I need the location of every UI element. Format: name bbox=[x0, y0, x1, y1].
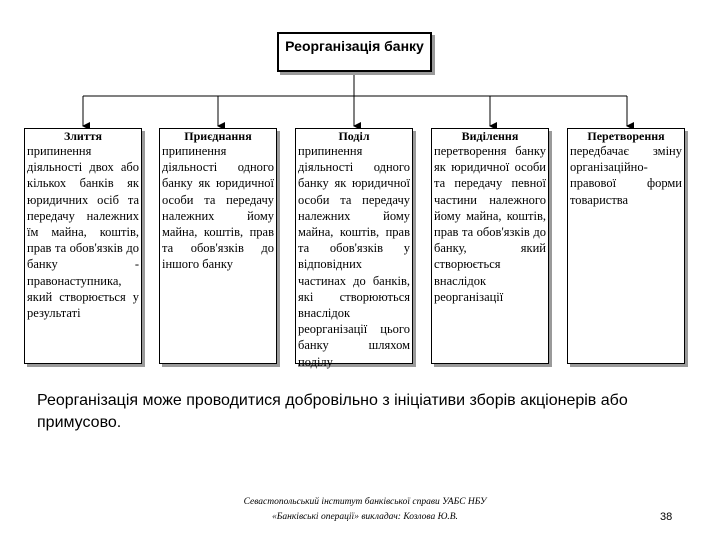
footer-course: «Банківські операції» викладач: Козлова Ю.В. bbox=[272, 512, 458, 522]
reorganization-title: Реорганізація банку bbox=[285, 38, 424, 54]
merger-title: Злиття bbox=[64, 129, 102, 143]
transformation-title: Перетворення bbox=[587, 129, 665, 143]
separation-text: перетворення банку як юридичної особи та передачу певної частини належного йому майна, коштів, прав та обов'язків до банку, який створюється внаслідок реорганізації bbox=[434, 144, 546, 304]
footer-institute: Севастопольський інститут банківської справи УАБС НБУ bbox=[243, 497, 487, 507]
transformation-text: передбачає зміну організаційно-правової форми товариства bbox=[570, 144, 682, 207]
separation-title: Виділення bbox=[461, 129, 519, 143]
division-title: Поділ bbox=[338, 129, 370, 143]
accession-text: припинення діяльності одного банку як юридичної особи та передачу належних йому майна, коштів, прав та обов'язків до іншого банку bbox=[162, 144, 274, 272]
reorganization-box bbox=[277, 32, 432, 72]
caption-text: Реорганізація може проводитися добровільно з ініціативи зборів акціонерів або примусово. bbox=[37, 392, 628, 431]
accession-title: Приєднання bbox=[184, 129, 252, 143]
division-text: припинення діяльності одного банку як юридичної особи та передачу належних йому майна, коштів, прав та обов'язків у відповідних частинах до банків, які створюються внаслідок реорганізації цього банку шляхом поділу bbox=[298, 144, 410, 369]
merger-box bbox=[24, 128, 142, 364]
page-number: 38 bbox=[660, 511, 673, 523]
division-box bbox=[295, 128, 413, 369]
separation-box bbox=[431, 128, 549, 364]
accession-box bbox=[159, 128, 277, 364]
merger-text: припинення діяльності двох або кількох банків як юридичних осіб та передачу належних їм майна, коштів, прав та обов'язків до банку - правонаступника, який створюється у результаті bbox=[27, 144, 139, 321]
transformation-box bbox=[567, 128, 685, 364]
